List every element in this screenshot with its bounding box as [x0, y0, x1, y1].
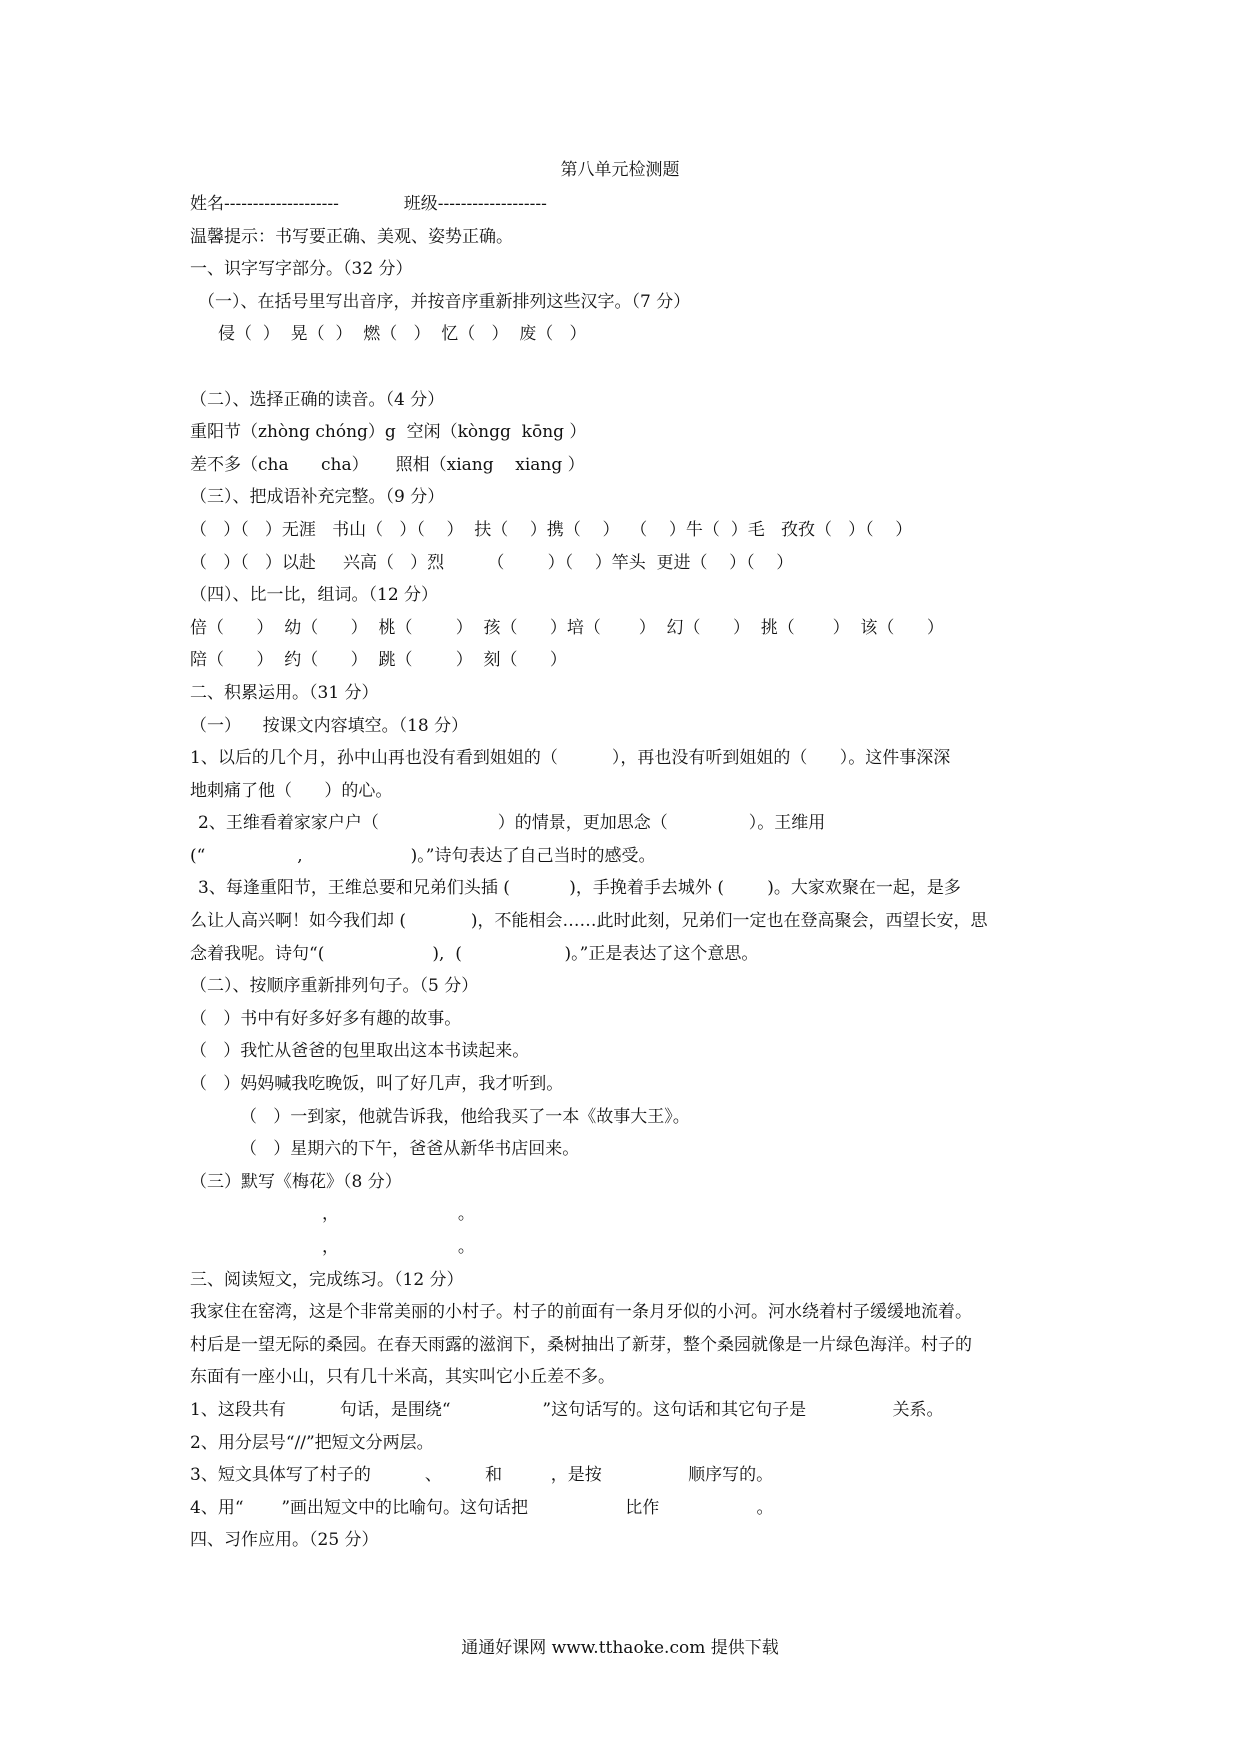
- section-1-part-1-items: 侵（ ） 晃（ ） 燃（ ） 忆（ ） 废（ ）: [218, 324, 587, 345]
- footer-credit: 通通好课网 www.tthaoke.com 提供下载: [461, 1638, 779, 1658]
- section-2-heading: 二、积累运用。（31 分）: [190, 682, 379, 703]
- compare-words-line-2: 陪（ ） 约（ ） 跳（ ） 刻（ ）: [190, 650, 567, 671]
- pronunciation-line-2: 差不多（cha cha） 照相（xiang xiang ）: [190, 454, 585, 475]
- poem-blank-line-2: ， 。: [322, 1237, 475, 1257]
- fill-question-1-line-2: 地刺痛了他（ ）的心。: [190, 780, 393, 801]
- sentence-order-4: （ ）一到家，他就告诉我，他给我买了一本《故事大王》。: [240, 1106, 690, 1127]
- sentence-order-3: （ ）妈妈喊我吃晚饭，叫了好几声，我才听到。: [190, 1074, 564, 1095]
- pronunciation-line-1: 重阳节（zhòng chóng）g 空闲（kòngg kōng ）: [190, 422, 587, 443]
- reading-question-4: 4、用“ ”画出短文中的比喻句。这句话把 比作 。: [190, 1497, 774, 1518]
- section-2-part-1-heading: （一） 按课文内容填空。（18 分）: [190, 715, 469, 736]
- sentence-order-5: （ ）星期六的下午，爸爸从新华书店回来。: [240, 1139, 580, 1160]
- section-1-part-2-heading: （二）、选择正确的读音。（4 分）: [190, 389, 445, 410]
- blank-line: [190, 351, 1060, 384]
- passage-line-2: 村后是一望无际的桑园。在春天雨露的滋润下，桑树抽出了新芽，整个桑园就像是一片绿色海洋。村子的: [190, 1334, 972, 1355]
- reading-question-2: 2、用分层号“//”把短文分两层。: [190, 1432, 434, 1453]
- page-title: 第八单元检测题: [560, 160, 680, 180]
- student-info-line: 姓名-------------------- 班级-------------------: [190, 194, 547, 214]
- passage-line-3: 东面有一座小山，只有几十米高，其实叫它小丘差不多。: [190, 1367, 615, 1388]
- fill-question-1-line-1: 1、以后的几个月，孙中山再也没有看到姐姐的（ ），再也没有听到姐姐的（ ）。这件事深深: [190, 748, 951, 769]
- idiom-line-2: （ ）（ ）以赴 兴高（ ）烈 （ ）（ ）竿头 更进（ ）（ ）: [190, 552, 794, 573]
- fill-question-3-line-2: 么让人高兴啊！如今我们却 ( )，不能相会……此时此刻，兄弟们一定也在登高聚会，西望长安，思: [190, 911, 988, 932]
- fill-question-2-line-2: (“ , )。”诗句表达了自己当时的感受。: [190, 845, 656, 866]
- section-1-part-4-heading: （四）、比一比，组词。（12 分）: [190, 585, 439, 606]
- reading-question-3: 3、短文具体写了村子的 、 和 ，是按 顺序写的。: [190, 1465, 774, 1486]
- fill-question-2-line-1: 2、王维看着家家户户（ ）的情景，更加思念（ ）。王维用: [198, 813, 826, 834]
- sentence-order-1: （ ）书中有好多好多有趣的故事。: [190, 1008, 462, 1029]
- passage-line-1: 我家住在窑湾，这是个非常美丽的小村子。村子的前面有一条月牙似的小河。河水绕着村子缓缓地流着。: [190, 1302, 972, 1323]
- section-1-part-3-heading: （三）、把成语补充完整。（9 分）: [190, 487, 445, 508]
- compare-words-line-1: 倍（ ） 幼（ ） 桃（ ） 孩（ ）培（ ） 幻（ ） 挑（ ） 该（ ）: [190, 617, 944, 638]
- exam-body: [190, 188, 1060, 1557]
- section-1-heading: 一、识字写字部分。（32 分）: [190, 259, 413, 280]
- reading-question-1: 1、这段共有 句话，是围绕“ ”这句话写的。这句话和其它句子是 关系。: [190, 1399, 944, 1420]
- idiom-line-1: （ ）（ ）无涯 书山（ ）（ ） 扶（ ）携（ ） （ ）牛（ ）毛 孜孜（ ）（ ）: [190, 519, 913, 540]
- fill-question-3-line-1: 3、每逢重阳节，王维总要和兄弟们头插 ( )，手挽着手去城外 ( )。大家欢聚在一起，是多: [198, 878, 961, 899]
- section-2-part-3-heading: （三）默写《梅花》（8 分）: [190, 1171, 402, 1192]
- section-2-part-2-heading: （二）、按顺序重新排列句子。（5 分）: [190, 976, 479, 997]
- tip-line: 温馨提示：书写要正确、美观、姿势正确。: [190, 226, 513, 247]
- fill-question-3-line-3: 念着我呢。诗句“( ), ( )。”正是表达了这个意思。: [190, 943, 759, 964]
- sentence-order-2: （ ）我忙从爸爸的包里取出这本书读起来。: [190, 1041, 530, 1062]
- poem-blank-line-1: ， 。: [322, 1204, 475, 1225]
- section-1-part-1-heading: （一）、在括号里写出音序，并按音序重新排列这些汉字。（7 分）: [198, 291, 691, 312]
- section-4-heading: 四、习作应用。（25 分）: [190, 1530, 379, 1551]
- section-3-heading: 三、阅读短文，完成练习。（12 分）: [190, 1269, 464, 1290]
